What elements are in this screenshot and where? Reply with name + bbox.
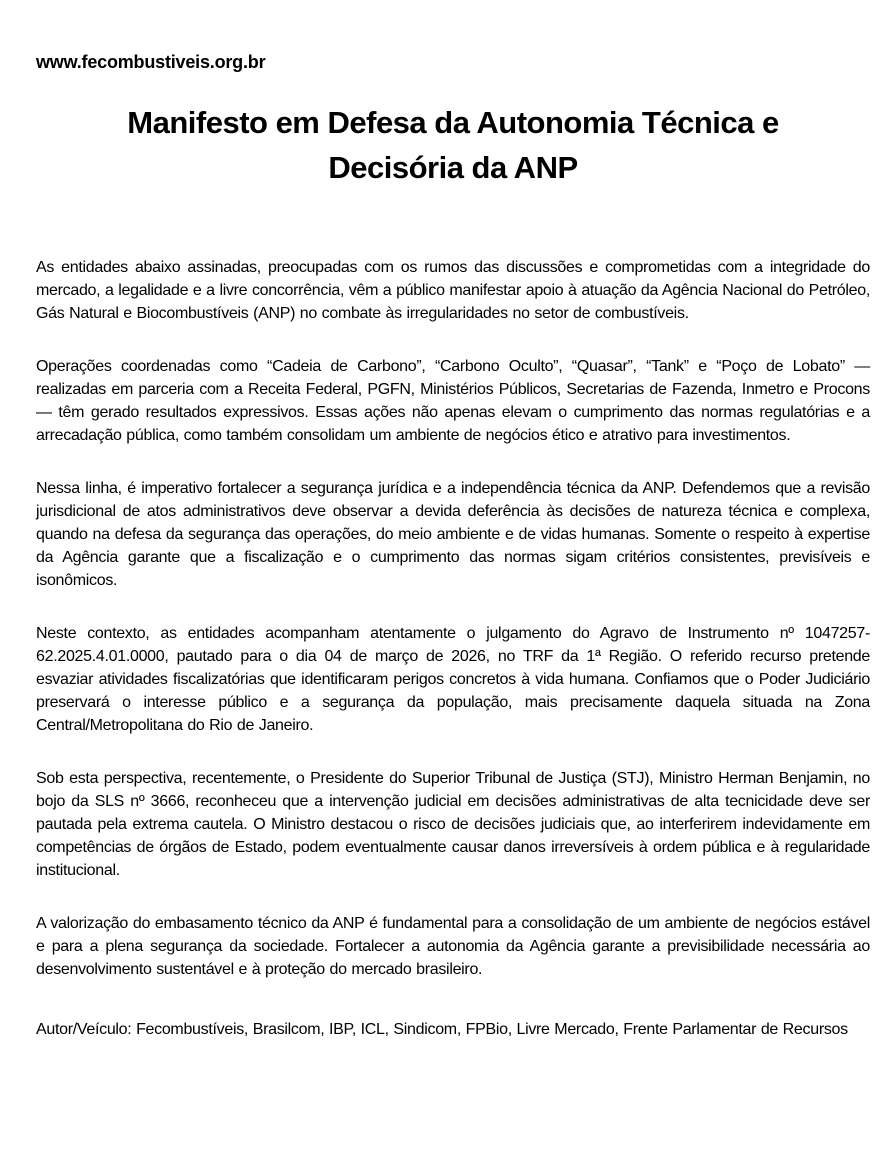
author-veiculo-line: Autor/Veículo: Fecombustíveis, Brasilcom, IBP, ICL, Sindicom, FPBio, Livre Mercado, Frente Parlamentar de Recursos [36,1021,848,1038]
paragraph-valorizacao-tecnica: A valorização do embasamento técnico da ANP é fundamental para a consolidação de um ambiente de negócios estável e para a plena segurança da sociedade. Fortalecer a autonomia da Agência garante a previsibilidade necessária ao desenvolvimento sustentável e à proteção do mercado brasileiro. [36,915,870,978]
paragraph-operacoes-coordenadas: Operações coordenadas como “Cadeia de Carbono”, “Carbono Oculto”, “Quasar”, “Tank” e “Poço de Lobato” — realizadas em parceria com a Receita Federal, PGFN, Ministérios Públicos, Secretarias de Fazenda, Inmetro e Procons — têm gerado resultados expressivos. Essas ações não apenas elevam o cumprimento das normas regulatórias e a arrecadação pública, como também consolidam um ambiente de negócios ético e atrativo para investimentos. [36,358,870,444]
paragraph-entidades-apoio: As entidades abaixo assinadas, preocupadas com os rumos das discussões e comprometidas com a integridade do mercado, a legalidade e a livre concorrência, vêm a público manifestar apoio à atuação da Agência Nacional do Petróleo, Gás Natural e Biocombustíveis (ANP) no combate às irregularidades no setor de combustíveis. [36,259,870,322]
site-url: www.fecombustiveis.org.br [36,52,266,72]
paragraph-agravo-instrumento: Neste contexto, as entidades acompanham atentamente o julgamento do Agravo de Instrumento nº 1047257-62.2025.4.01.0000, pautado para o dia 04 de março de 2026, no TRF da 1ª Região. O referido recurso pretende esvaziar atividades fiscalizatórias que identificaram perigos concretos à vida humana. Confiamos que o Poder Judiciário preservará o interesse público e a segurança da população, mais precisamente daquela situada na Zona Central/Metropolitana do Rio de Janeiro. [36,625,870,734]
page-title: Manifesto em Defesa da Autonomia Técnica e Decisória da ANP [127,105,779,185]
paragraph-stj-herman-benjamin: Sob esta perspectiva, recentemente, o Presidente do Superior Tribunal de Justiça (STJ), Ministro Herman Benjamin, no bojo da SLS nº 3666, reconheceu que a intervenção judicial em decisões administrativas de alta tecnicidade deve ser pautada pela extrema cautela. O Ministro destacou o risco de decisões judiciais que, ao interferirem indevidamente em competências de órgãos de Estado, podem eventualmente causar danos irreversíveis à ordem pública e à regularidade institucional. [36,770,870,879]
document-body [36,256,870,1041]
paragraph-seguranca-juridica: Nessa linha, é imperativo fortalecer a segurança jurídica e a independência técnica da ANP. Defendemos que a revisão jurisdicional de atos administrativos deve observar a devida deferência às decisões de natureza técnica e complexa, quando na defesa da segurança das operações, do meio ambiente e de vidas humanas. Somente o respeito à expertise da Agência garante que a fiscalização e o cumprimento das normas sigam critérios consistentes, previsíveis e isonômicos. [36,480,870,589]
